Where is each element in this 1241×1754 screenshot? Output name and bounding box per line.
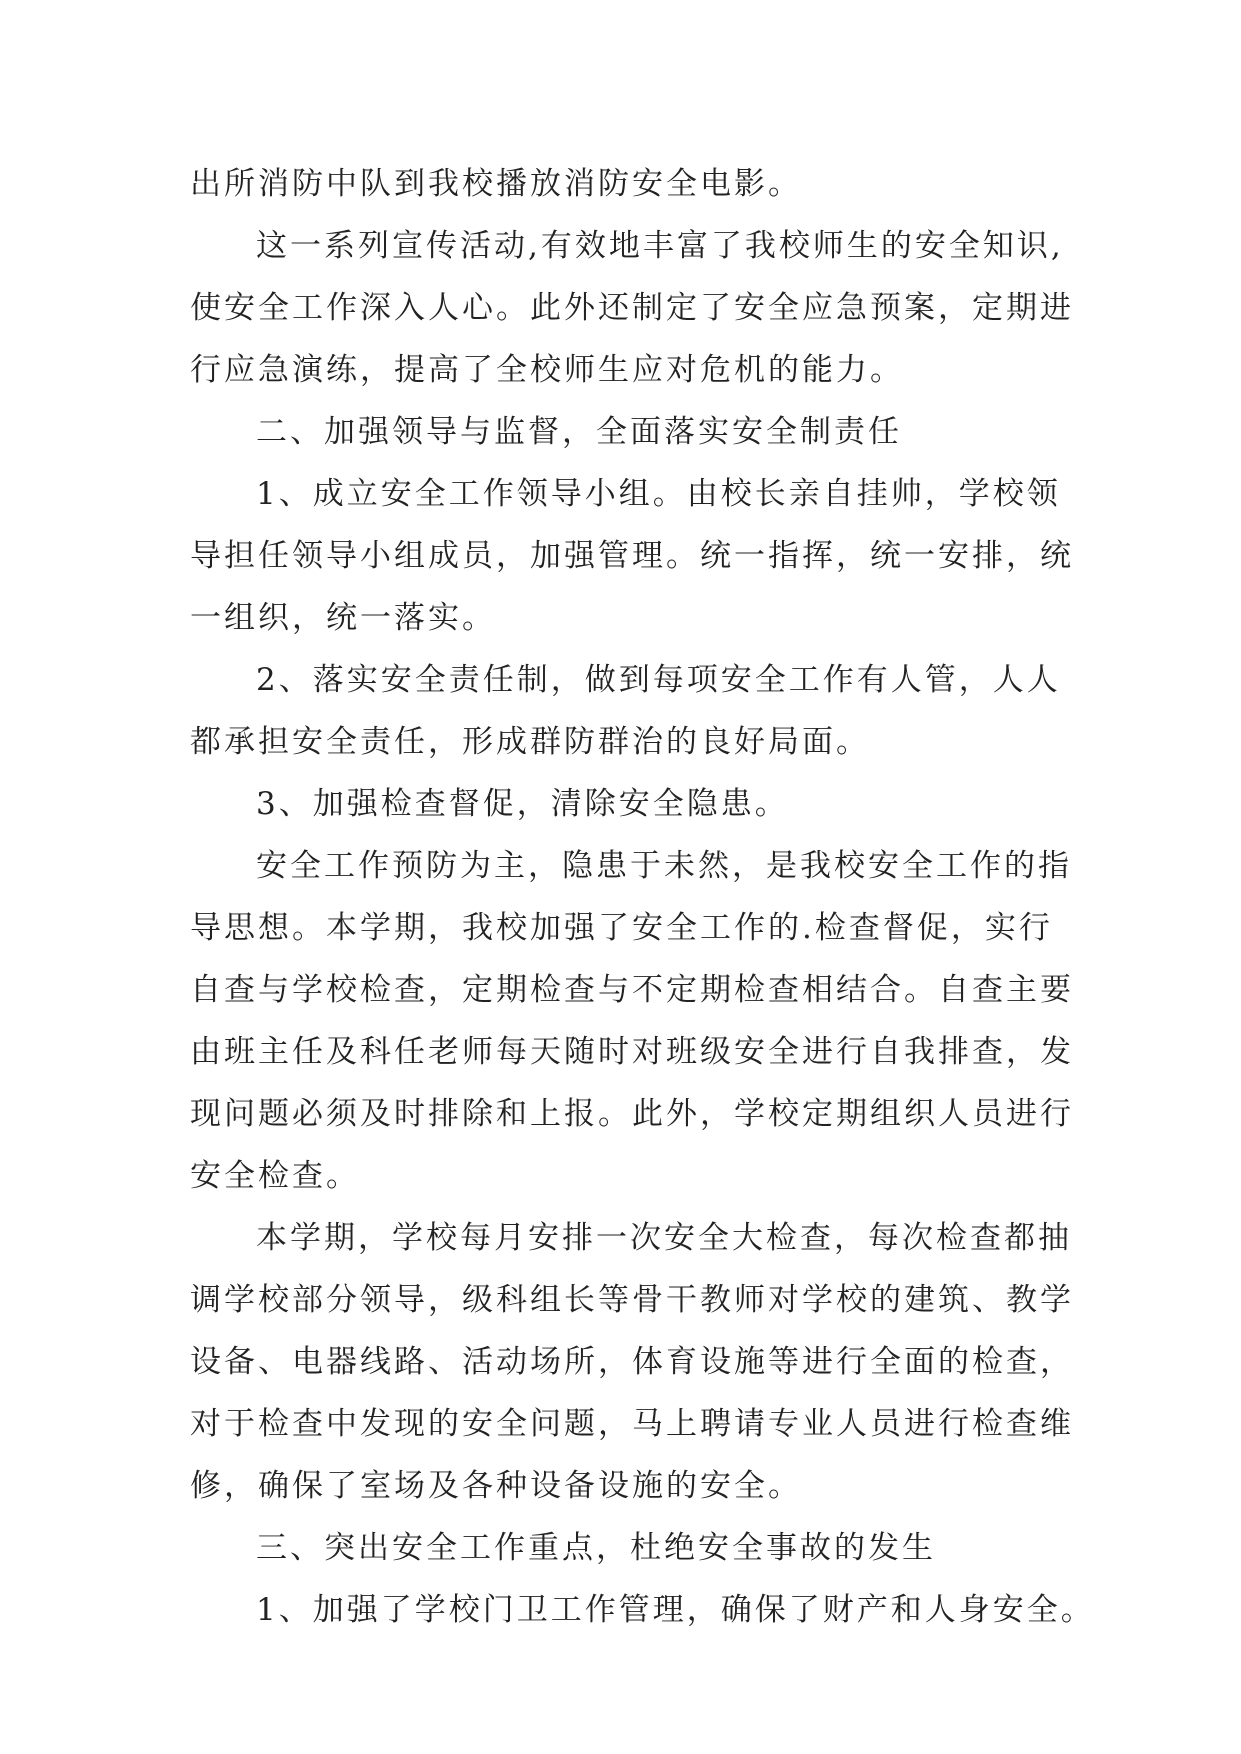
text-line: 出所消防中队到我校播放消防安全电影。: [190, 166, 802, 202]
item-2-2: [190, 649, 1070, 773]
text-line: 自查与学校检查，定期检查与不定期检查相结合。自查主要: [190, 972, 1074, 1008]
paragraph-prevention: [190, 835, 1074, 1207]
text-line: 修，确保了室场及各种设备设施的安全。: [190, 1468, 802, 1504]
text-line: 2、落实安全责任制，做到每项安全工作有人管，人人: [256, 662, 1061, 698]
text-line: 本学期，学校每月安排一次安全大检查，每次检查都抽: [256, 1220, 1072, 1256]
text-line: 行应急演练，提高了全校师生应对危机的能力。: [190, 352, 904, 388]
text-line: 1、加强了学校门卫工作管理，确保了财产和人身安全。: [256, 1592, 1095, 1628]
text-line: 3、加强检查督促，清除安全隐患。: [256, 786, 789, 822]
text-line: 安全工作预防为主，隐患于未然，是我校安全工作的指: [256, 848, 1072, 884]
text-line: 一组织，统一落实。: [190, 600, 496, 636]
text-line: 这一系列宣传活动,有效地丰富了我校师生的安全知识,: [256, 228, 1064, 264]
item-2-3: [190, 773, 1070, 835]
text-line: 都承担安全责任，形成群防群治的良好局面。: [190, 724, 870, 760]
text-line: 二、加强领导与监督，全面落实安全制责任: [256, 414, 902, 450]
paragraph-publicity-summary: [190, 215, 1074, 401]
paragraph-monthly-inspection: [190, 1207, 1074, 1517]
text-line: 导思想。本学期，我校加强了安全工作的.检查督促，实行: [190, 910, 1053, 946]
item-2-1: [190, 463, 1074, 649]
section-heading-3: [190, 1517, 1070, 1579]
text-line: 现问题必须及时排除和上报。此外，学校定期组织人员进行: [190, 1096, 1074, 1132]
text-line: 安全检查。: [190, 1158, 360, 1194]
text-line: 导担任领导小组成员，加强管理。统一指挥，统一安排，统: [190, 538, 1074, 574]
text-line: 1、成立安全工作领导小组。由校长亲自挂帅，学校领: [256, 476, 1061, 512]
text-line: 由班主任及科任老师每天随时对班级安全进行自我排查，发: [190, 1034, 1074, 1070]
text-line: 调学校部分领导，级科组长等骨干教师对学校的建筑、教学: [190, 1282, 1074, 1318]
paragraph-continuation: [190, 153, 1070, 215]
text-line: 对于检查中发现的安全问题，马上聘请专业人员进行检查维: [190, 1406, 1074, 1442]
item-3-1: [190, 1579, 1095, 1641]
text-line: 三、突出安全工作重点，杜绝安全事故的发生: [256, 1530, 936, 1566]
text-line: 设备、电器线路、活动场所，体育设施等进行全面的检查，: [190, 1344, 1074, 1380]
text-line: 使安全工作深入人心。此外还制定了安全应急预案，定期进: [190, 290, 1074, 326]
section-heading-2: [190, 401, 1070, 463]
document-body: [190, 153, 1095, 1641]
